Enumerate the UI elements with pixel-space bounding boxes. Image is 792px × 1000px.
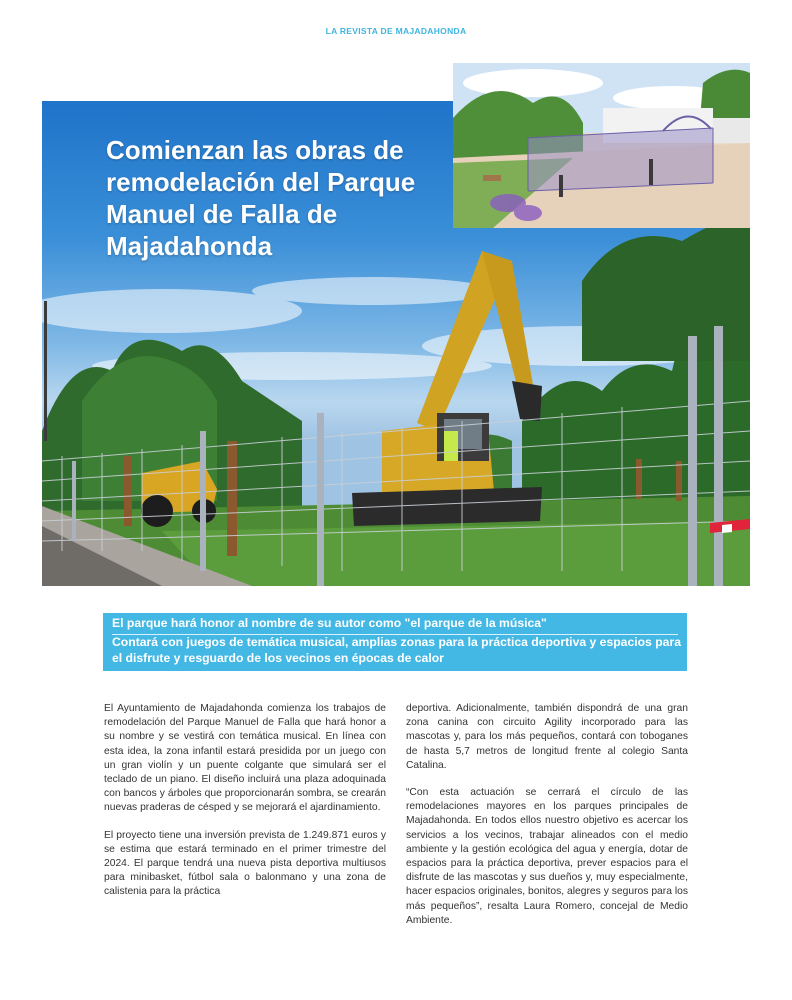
paragraph: “Con esta actuación se cerrará el círculo de las remodelaciones mayores en los parques principales de Majadahonda. En todos ellos nuestro objetivo es acercar los servicios a los vecinos, trabajar alineados con el medio ambiente y la gestión ecológica del agua y energía, dotar de espacios para la práctica deportiva, prever espacios para el disfrute de las mascotas y sus dueños y, muy especialmente, hacer espacios originales, bonitos, alegres y seguros para los más pequeños”, resalta Laura Romero, concejal de Medio Ambiente.: [406, 787, 688, 926]
paragraph: deportiva. Adicionalmente, también dispondrá de una gran zona canina con circuito Agility incorporado para las mascotas y, para los más pequeños, contará con toboganes de hasta 5,7 metros de longitud frente al colegio Santa Catalina.: [406, 703, 688, 771]
highlight-summary: Contará con juegos de temática musical, amplias zonas para la práctica deportiva y espacios para el disfrute y resguardo de los vecinos en épocas de calor: [112, 635, 681, 665]
article-highlight-box: [103, 613, 687, 671]
park-render-image: [453, 63, 750, 228]
masthead: LA REVISTA DE MAJADAHONDA: [325, 26, 467, 36]
article-title: Comienzan las obras de remodelación del Parque Manuel de Falla de Majadahonda: [106, 135, 416, 261]
paragraph: El Ayuntamiento de Majadahonda comienza los trabajos de remodelación del Parque Manuel de Falla que hará honor a su nombre y se vestirá con temática musical. En línea con esta idea, la zona infantil estará presidida por un juego con un gran violín y un puente colgante que simulará ser el teclado de un piano. El diseño incluirá una plaza adoquinada con bancos y árboles que proporcionarán sombra, se crearán nuevas praderas de césped y se mejorará el ajardinamiento.: [104, 703, 386, 814]
highlight-subtitle: El parque hará honor al nombre de su autor como "el parque de la música": [112, 616, 678, 635]
article-column-right: [406, 702, 688, 941]
paragraph: El proyecto tiene una inversión prevista de 1.249.871 euros y se estima que estará terminado en el primer trimestre del 2024. El parque tendrá una nueva pista deportiva multiusos para minibasket, fútbol sala o balonmano y una zona de calistenia para la práctica: [104, 829, 386, 898]
park-render-illustration: [453, 63, 750, 228]
article-column-left: [104, 702, 386, 913]
